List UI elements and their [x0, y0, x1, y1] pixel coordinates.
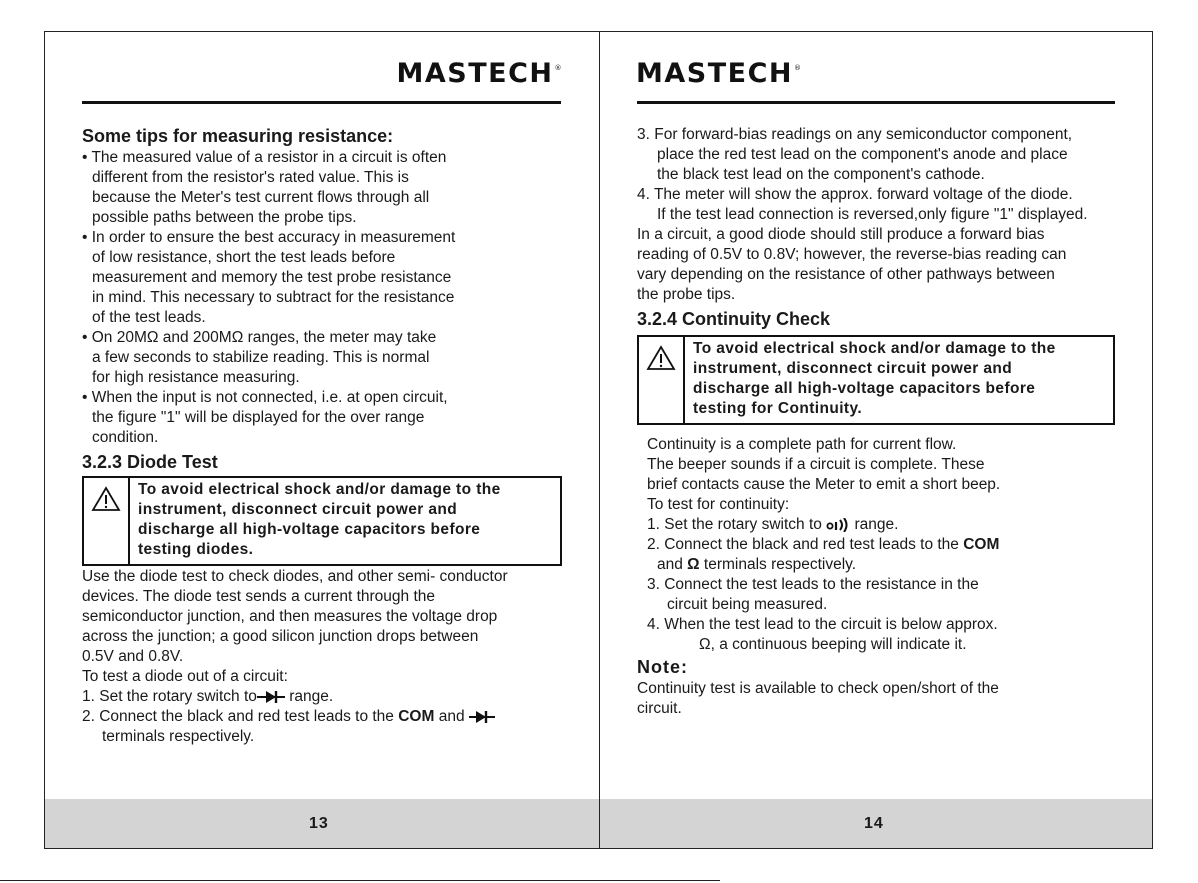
body-line: across the junction; a good silicon junction drops between: [82, 628, 479, 645]
continuity-step-3: circuit being measured.: [667, 596, 828, 613]
continuity-step-4: Ω, a continuous beeping will indicate it.: [699, 636, 967, 653]
continuity-step-2: 2. Connect the black and red test leads to the COM: [647, 536, 1000, 553]
tip-line: because the Meter's test current flows through all: [92, 189, 430, 206]
body-line: Use the diode test to check diodes, and other semi- conductor: [82, 568, 508, 585]
body-line: brief contacts cause the Meter to emit a short beep.: [647, 476, 1001, 493]
warning-line: discharge all high-voltage capacitors before: [693, 380, 1036, 397]
body-line: If the test lead connection is reversed,only figure "1" displayed.: [657, 206, 1088, 223]
body-line: 4. The meter will show the approx. forward voltage of the diode.: [637, 186, 1073, 203]
manual-spread: [44, 31, 1153, 849]
body-line: The beeper sounds if a circuit is complete. These: [647, 456, 985, 473]
continuity-body: [637, 435, 1151, 655]
tip-line: possible paths between the probe tips.: [92, 209, 357, 226]
diode-step-1: 1. Set the rotary switch to range.: [82, 688, 334, 705]
bottom-edge-line: [0, 880, 720, 881]
warning-line: To avoid electrical shock and/or damage to the: [693, 340, 1056, 357]
body-line: the black test lead on the component's cathode.: [657, 166, 985, 183]
tip-line: a few seconds to stabilize reading. This is normal: [92, 349, 430, 366]
diode-step-2-cont: terminals respectively.: [102, 728, 255, 745]
page-13-footer: [45, 799, 599, 848]
warning-line: To avoid electrical shock and/or damage to the: [138, 481, 501, 498]
tip-line: measurement and memory the test probe resistance: [92, 269, 452, 286]
brand-logo: MASTECH®: [396, 58, 563, 89]
note-text: [637, 679, 1151, 719]
tip-line: • On 20MΩ and 200MΩ ranges, the meter may take: [82, 329, 437, 346]
body-line: reading of 0.5V to 0.8V; however, the reverse-bias reading can: [637, 246, 1067, 263]
body-line: To test for continuity:: [647, 496, 790, 513]
diode-warning-box: [82, 476, 562, 566]
body-line: 0.5V and 0.8V.: [82, 648, 184, 665]
diode-symbol-icon: [469, 710, 495, 724]
warning-line: instrument, disconnect circuit power and: [138, 501, 458, 518]
tip-line: • The measured value of a resistor in a circuit is often: [82, 149, 447, 166]
warning-triangle-icon: [84, 478, 130, 564]
diode-test-continued: [637, 125, 1151, 305]
continuity-beeper-icon: [826, 518, 850, 532]
page-number: 13: [309, 815, 329, 832]
warning-line: testing for Continuity.: [693, 400, 863, 417]
page-14: [600, 32, 1152, 848]
continuity-step-3: 3. Connect the test leads to the resistance in the: [647, 576, 979, 593]
continuity-warning-box: [637, 335, 1115, 425]
note-line: circuit.: [637, 700, 682, 717]
tip-line: condition.: [92, 429, 159, 446]
ohm-symbol: Ω: [687, 556, 700, 573]
body-line: Continuity is a complete path for current flow.: [647, 436, 957, 453]
resistance-tips-list: [82, 148, 597, 448]
body-line: the probe tips.: [637, 286, 736, 303]
tip-line: for high resistance measuring.: [92, 369, 300, 386]
continuity-step-4: 4. When the test lead to the circuit is below approx.: [647, 616, 998, 633]
page-14-footer: [600, 799, 1152, 848]
body-line: vary depending on the resistance of other pathways between: [637, 266, 1055, 283]
tip-line: of the test leads.: [92, 309, 206, 326]
note-line: Continuity test is available to check open/short of the: [637, 680, 999, 697]
diode-symbol-icon: [257, 690, 285, 704]
brand-logo: MASTECH®: [636, 58, 803, 89]
tip-line: in mind. This necessary to subtract for the resistance: [92, 289, 455, 306]
body-line: place the red test lead on the component's anode and place: [657, 146, 1068, 163]
continuity-warning-text: [685, 337, 1062, 423]
diode-step-2: 2. Connect the black and red test leads to the COM and: [82, 707, 597, 727]
warning-triangle-icon: [639, 337, 685, 423]
continuity-step-2-cont: and Ω terminals respectively.: [657, 556, 857, 573]
body-line: devices. The diode test sends a current through the: [82, 588, 435, 605]
diode-test-body: [82, 567, 597, 687]
diode-warning-text: [130, 478, 507, 564]
tip-line: the figure "1" will be displayed for the over range: [92, 409, 425, 426]
tip-line: of low resistance, short the test leads before: [92, 249, 396, 266]
note-title: Note:: [637, 657, 688, 677]
page-13-content: [82, 124, 597, 747]
warning-line: instrument, disconnect circuit power and: [693, 360, 1013, 377]
tip-line: • When the input is not connected, i.e. at open circuit,: [82, 389, 448, 406]
page-number: 14: [864, 815, 884, 832]
warning-line: testing diodes.: [138, 541, 254, 558]
body-line: semiconductor junction, and then measures the voltage drop: [82, 608, 498, 625]
diode-test-title: 3.2.3 Diode Test: [82, 452, 218, 472]
tip-line: different from the resistor's rated value. This is: [92, 169, 409, 186]
resistance-tips-heading: Some tips for measuring resistance:: [82, 126, 394, 146]
continuity-check-title: 3.2.4 Continuity Check: [637, 309, 831, 329]
tip-line: • In order to ensure the best accuracy in measurement: [82, 229, 456, 246]
body-line: 3. For forward-bias readings on any semiconductor component,: [637, 126, 1073, 143]
header-rule: [637, 101, 1115, 104]
continuity-step-1: 1. Set the rotary switch to range.: [647, 516, 899, 533]
body-line: To test a diode out of a circuit:: [82, 668, 288, 685]
warning-line: discharge all high-voltage capacitors before: [138, 521, 481, 538]
page-14-content: [637, 125, 1151, 719]
page-13: [45, 32, 600, 848]
header-rule: [82, 101, 561, 104]
body-line: In a circuit, a good diode should still produce a forward bias: [637, 226, 1045, 243]
